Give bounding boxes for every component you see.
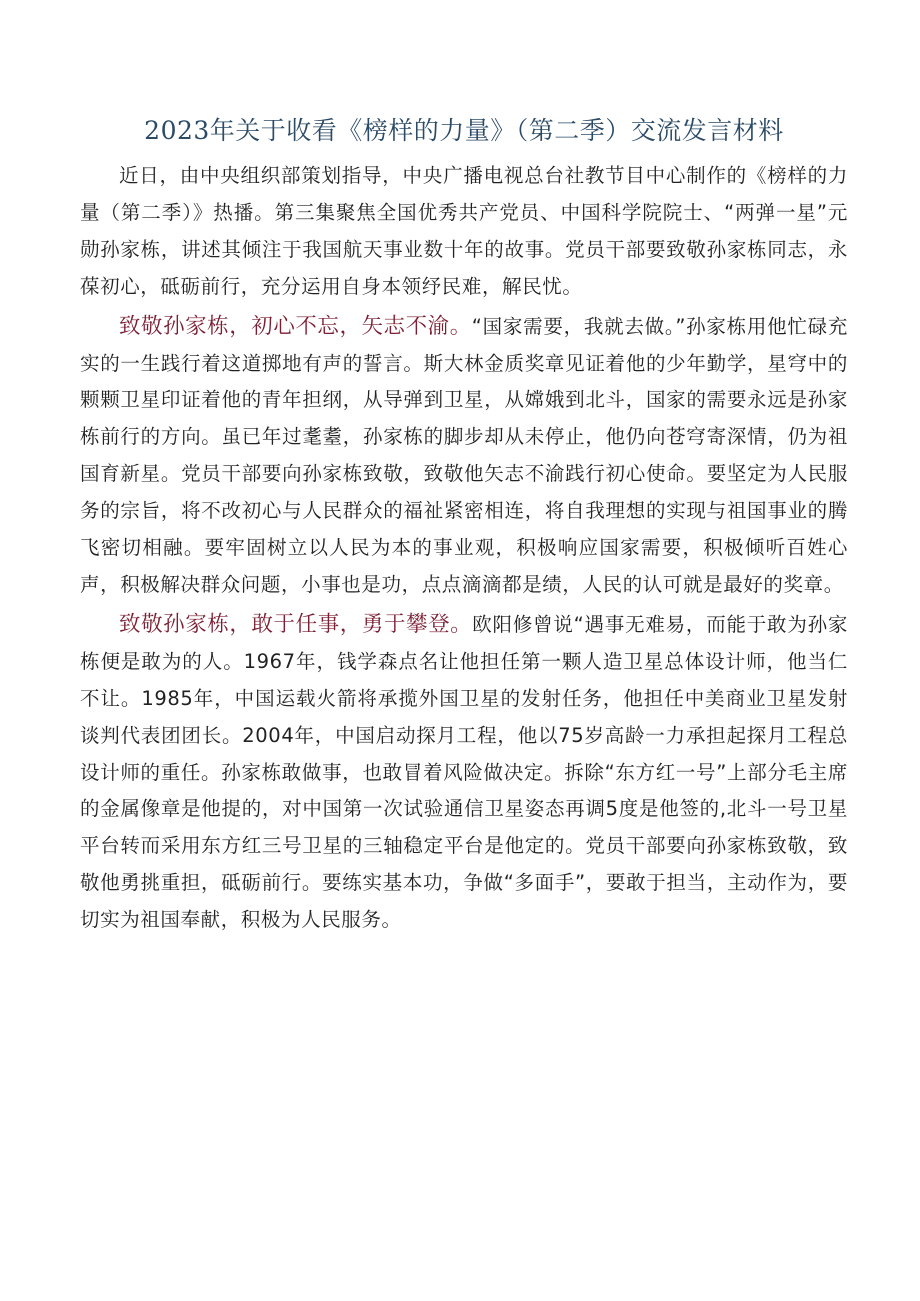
section-heading: 致敬孙家栋，初心不忘，矢志不渝。 xyxy=(119,313,472,339)
paragraph-text: 近日，由中央组织部策划指导，中央广播电视总台社教节目中心制作的《榜样的力量（第二季）》热播。第三集聚焦全国优秀共产党员、中国科学院院士、“两弹一星”元勋孙家栋，讲述其倾注于我国航天事业数十年的故事。党员干部要致敬孙家栋同志，永葆初心，砥砺前行，充分运用自身本领纾民难，解民忧。 xyxy=(80,164,848,298)
paragraph-section-1 xyxy=(80,309,848,604)
document-title: 2023年关于收看《榜样的力量》（第二季）交流发言材料 xyxy=(144,116,784,145)
paragraph-text: 欧阳修曾说“遇事无难易，而能于敢为孙家栋便是敢为的人。1967年，钱学森点名让他担任第一颗人造卫星总体设计师，他当仁不让。1985年，中国运载火箭将承揽外国卫星的发射任务，他担任中美商业卫星发射谈判代表团团长。2004年，中国启动探月工程，他以75岁高龄一力承担起探月工程总设计师的重任。孙家栋敢做事，也敢冒着风险做决定。拆除“东方红一号”上部分毛主席的金属像章是他提的，对中国第一次试验通信卫星姿态再调5度是他签的,北斗一号卫星平台转而采用东方红三号卫星的三轴稳定平台是他定的。党员干部要向孙家栋致敬，致敬他勇挑重担，砥砺前行。要练实基本功，争做“多面手”，要敢于担当，主动作为，要切实为祖国奉献，积极为人民服务。 xyxy=(80,612,848,932)
paragraph-intro xyxy=(80,158,848,306)
document-body xyxy=(80,158,848,939)
paragraph-text: “国家需要，我就去做。”孙家栋用他忙碌充实的一生践行着这道掷地有声的誓言。斯大林金质奖章见证着他的少年勤学，星穹中的颗颗卫星印证着他的青年担纲，从导弹到卫星，从嫦娥到北斗，国家的需要永远是孙家栋前行的方向。虽已年过耄耋，孙家栋的脚步却从未停止，他仍向苍穹寄深情，仍为祖国育新星。党员干部要向孙家栋致敬，致敬他矢志不渝践行初心使命。要坚定为人民服务的宗旨，将不改初心与人民群众的福祉紧密相连，将自我理想的实现与祖国事业的腾飞密切相融。要牢固树立以人民为本的事业观，积极响应国家需要，积极倾听百姓心声，积极解决群众问题，小事也是功，点点滴滴都是绩，人民的认可就是最好的奖章。 xyxy=(80,314,848,596)
section-heading: 致敬孙家栋，敢于任事，勇于攀登。 xyxy=(119,611,473,637)
paragraph-section-2 xyxy=(80,607,848,939)
